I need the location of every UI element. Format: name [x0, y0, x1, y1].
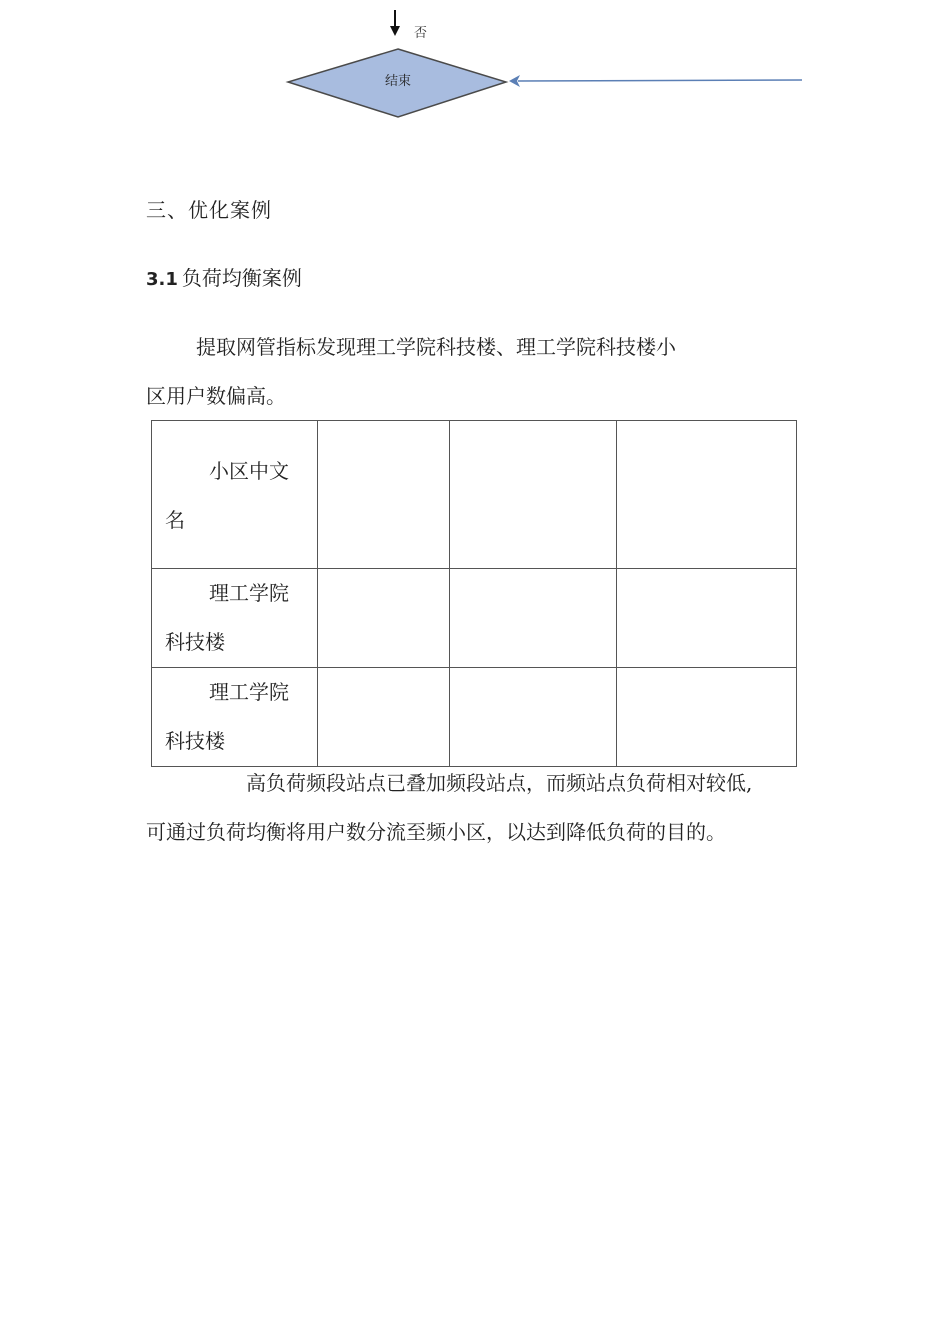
table-cell — [152, 421, 318, 569]
cell-name-line-1: 理工学院 — [209, 581, 289, 605]
table-row — [152, 569, 797, 668]
table-cell-empty — [617, 668, 797, 767]
table-cell-empty — [617, 569, 797, 668]
cell-name-line-2: 科技楼 — [165, 729, 225, 753]
flowchart-fragment — [0, 0, 950, 140]
cell-name-line-1: 小区中文 — [209, 459, 289, 483]
table-cell-empty — [318, 569, 450, 668]
table-row — [152, 421, 797, 569]
conclusion-line-1: 高负荷频段站点已叠加频段站点，而频站点负荷相对较低, — [246, 771, 753, 795]
flowchart-svg — [0, 0, 950, 140]
table-cell-empty — [318, 668, 450, 767]
cell-name-line-1: 理工学院 — [209, 680, 289, 704]
section-heading: 三、优化案例 — [146, 198, 272, 222]
subsection-title: 负荷均衡案例 — [181, 266, 302, 290]
table-cell — [152, 569, 318, 668]
cell-name-line-2: 名 — [165, 508, 185, 532]
cell-name-line-2: 科技楼 — [165, 630, 225, 654]
table-row — [152, 668, 797, 767]
end-node-label: 结束 — [384, 74, 411, 89]
subsection-heading — [146, 262, 302, 291]
intro-line-2: 区用户数偏高。 — [146, 384, 286, 408]
subsection-number: 3.1 — [146, 269, 178, 290]
table-cell-empty — [617, 421, 797, 569]
table-cell-empty — [450, 421, 617, 569]
down-arrow-head — [390, 26, 400, 36]
return-arrow-line — [518, 80, 802, 81]
table-cell — [152, 668, 318, 767]
table-cell-empty — [450, 569, 617, 668]
intro-line-1: 提取网管指标发现理工学院科技楼、理工学院科技楼小 — [196, 335, 676, 359]
table-cell-empty — [318, 421, 450, 569]
conclusion-line-2: 可通过负荷均衡将用户数分流至频小区，以达到降低负荷的目的。 — [146, 820, 726, 844]
no-branch-label: 否 — [414, 26, 428, 41]
table-cell-empty — [450, 668, 617, 767]
cell-table — [151, 420, 797, 767]
